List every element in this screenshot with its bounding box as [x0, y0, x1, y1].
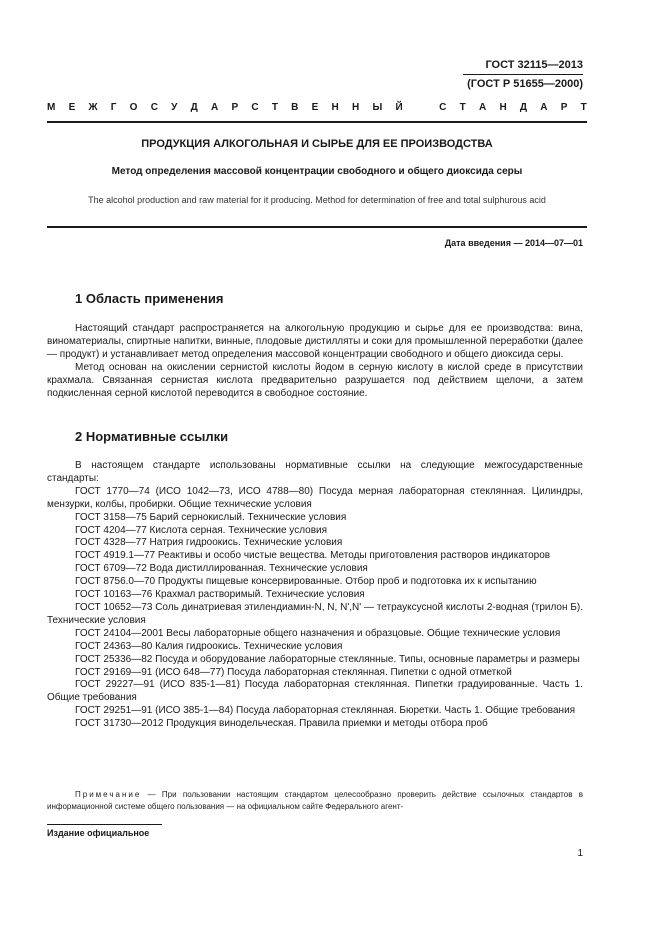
banner-letter: Й — [395, 102, 403, 113]
banner-letter: Р — [560, 102, 568, 113]
banner-letter: А — [478, 102, 487, 113]
edition-label: Издание официальное — [47, 828, 150, 838]
footer-rule — [47, 824, 162, 825]
english-title: The alcohol production and raw material for it producing. Method for determination of free and total sulphurous acid — [88, 195, 546, 205]
reference-item: ГОСТ 8756.0—70 Продукты пищевые консервированные. Отбор проб и подготовка их к испытанию — [75, 576, 537, 588]
banner-letter: Н — [352, 102, 360, 113]
reference-item: ГОСТ 4204—77 Кислота серная. Технические условия — [75, 524, 328, 536]
section-scope-body — [47, 323, 583, 400]
document-title: ПРОДУКЦИЯ АЛКОГОЛЬНАЯ И СЫРЬЕ ДЛЯ ЕЕ ПРОИЗВОДСТВА — [141, 138, 493, 150]
banner-letter: С — [251, 102, 259, 113]
reference-item: ГОСТ 4919.1—77 Реактивы и особо чистые вещества. Методы приготовления растворов индикаторов — [75, 550, 551, 562]
note-text: — При пользовании настоящим стандартом целесообразно проверить действие ссылочных стандартов в информационной системе общего пользования — на официальном сайте Федерального агент- — [47, 790, 583, 811]
reference-item: ГОСТ 10163—76 Крахмал растворимый. Технические условия — [75, 589, 365, 601]
banner-letter: В — [291, 102, 299, 113]
section-heading-scope: 1 Область применения — [75, 291, 224, 306]
banner-letter: Т — [271, 102, 278, 113]
banner-letter: Д — [519, 102, 528, 113]
standard-type-banner — [47, 101, 587, 115]
banner-letter: М — [47, 102, 56, 113]
gost-alt-code: (ГОСТ Р 51655—2000) — [467, 78, 583, 90]
banner-letter: С — [439, 102, 447, 113]
document-subtitle: Метод определения массовой концентрации свободного и общего диоксида серы — [111, 166, 523, 177]
reference-item: ГОСТ 4328—77 Натрия гидроокись. Технические условия — [75, 537, 343, 549]
reference-item: ГОСТ 29169—91 (ИСО 648—77) Посуда лабораторная стеклянная. Пипетки с одной отметкой — [75, 666, 512, 678]
gost-code: ГОСТ 32115—2013 — [485, 59, 583, 71]
reference-item: ГОСТ 6709—72 Вода дистиллированная. Технические условия — [75, 563, 368, 575]
references-list — [47, 460, 583, 731]
banner-letter: Е — [311, 102, 319, 113]
page-number: 1 — [577, 848, 583, 859]
banner-letter: О — [129, 102, 138, 113]
banner-word-gap — [416, 101, 426, 115]
reference-item: ГОСТ 31730—2012 Продукция винодельческая. Правила приемки и методы отбора проб — [75, 718, 488, 730]
banner-letter: Ж — [88, 102, 98, 113]
reference-item: ГОСТ 29251—91 (ИСО 385-1—84) Посуда лабораторная стеклянная. Бюретки. Часть 1. Общие требования — [75, 705, 576, 717]
banner-letter: С — [150, 102, 158, 113]
banner-letter: Е — [68, 102, 76, 113]
banner-letter: Н — [331, 102, 339, 113]
banner-letter: Р — [231, 102, 239, 113]
banner-letter: Г — [110, 102, 117, 113]
banner-letter: Д — [190, 102, 198, 113]
reference-item: ГОСТ 3158—75 Барий сернокислый. Технические условия — [75, 511, 347, 523]
references-note — [47, 789, 583, 813]
gost-divider — [463, 74, 583, 75]
reference-item: ГОСТ 25336—82 Посуда и оборудование лабораторные стеклянные. Типы, основные параметры и размеры — [75, 653, 580, 665]
banner-letter: А — [540, 102, 548, 113]
banner-rule — [47, 121, 587, 123]
gost-designation — [463, 58, 583, 91]
date-of-introduction: Дата введения — 2014—07—01 — [444, 238, 583, 248]
banner-letter: Т — [580, 102, 587, 113]
banner-letter: У — [171, 102, 178, 113]
reference-item: ГОСТ 29227—91 (ИСО 835-1—81) Посуда лабораторная стеклянная. Пипетки градуированные. Часть 1. Общие требования — [47, 679, 583, 704]
reference-item: ГОСТ 1770—74 (ИСО 1042—73, ИСО 4788—80) Посуда мерная лабораторная стеклянная. Цилиндры, мензурки, колбы, пробирки. Общие технические условия — [47, 485, 583, 510]
note-label: Примечание — [75, 790, 142, 799]
reference-item: ГОСТ 10652—73 Соль динатриевая этилендиамин-N, N, N',N' — тетрауксусной кислоты 2-водная (трилон Б). Технические условия — [47, 601, 583, 626]
banner-letter: А — [210, 102, 219, 113]
title-rule — [47, 226, 587, 228]
reference-item: ГОСТ 24363—80 Калия гидроокись. Технические условия — [75, 640, 343, 652]
scope-paragraph: Метод основан на окислении сернистой кислоты йодом в серную кислоту в кислой среде в присутствии крахмала. Связанная сернистая кислота предварительно разрушается под действием щелочи, а затем подкисленная серной кислотой переводится в свободное состояние. — [47, 361, 583, 399]
banner-letter: Ы — [372, 102, 383, 113]
scope-paragraph: Настоящий стандарт распространяется на алкогольную продукцию и сырье для ее производства: вина, виноматериалы, спиртные напитки, винные, плодовые дистилляты и соки для промышленной переработки (далее — продукт) и устанавливает метод определения массовой концентрации свободного и общего диоксида серы. — [47, 323, 584, 360]
banner-letter: Н — [499, 102, 507, 113]
section-heading-references: 2 Нормативные ссылки — [75, 429, 229, 444]
references-intro: В настоящем стандарте использованы нормативные ссылки на следующие межгосударственные стандарты: — [47, 460, 583, 484]
banner-letter: Т — [459, 102, 466, 113]
reference-item: ГОСТ 24104—2001 Весы лабораторные общего назначения и образцовые. Общие технические условия — [75, 627, 561, 639]
